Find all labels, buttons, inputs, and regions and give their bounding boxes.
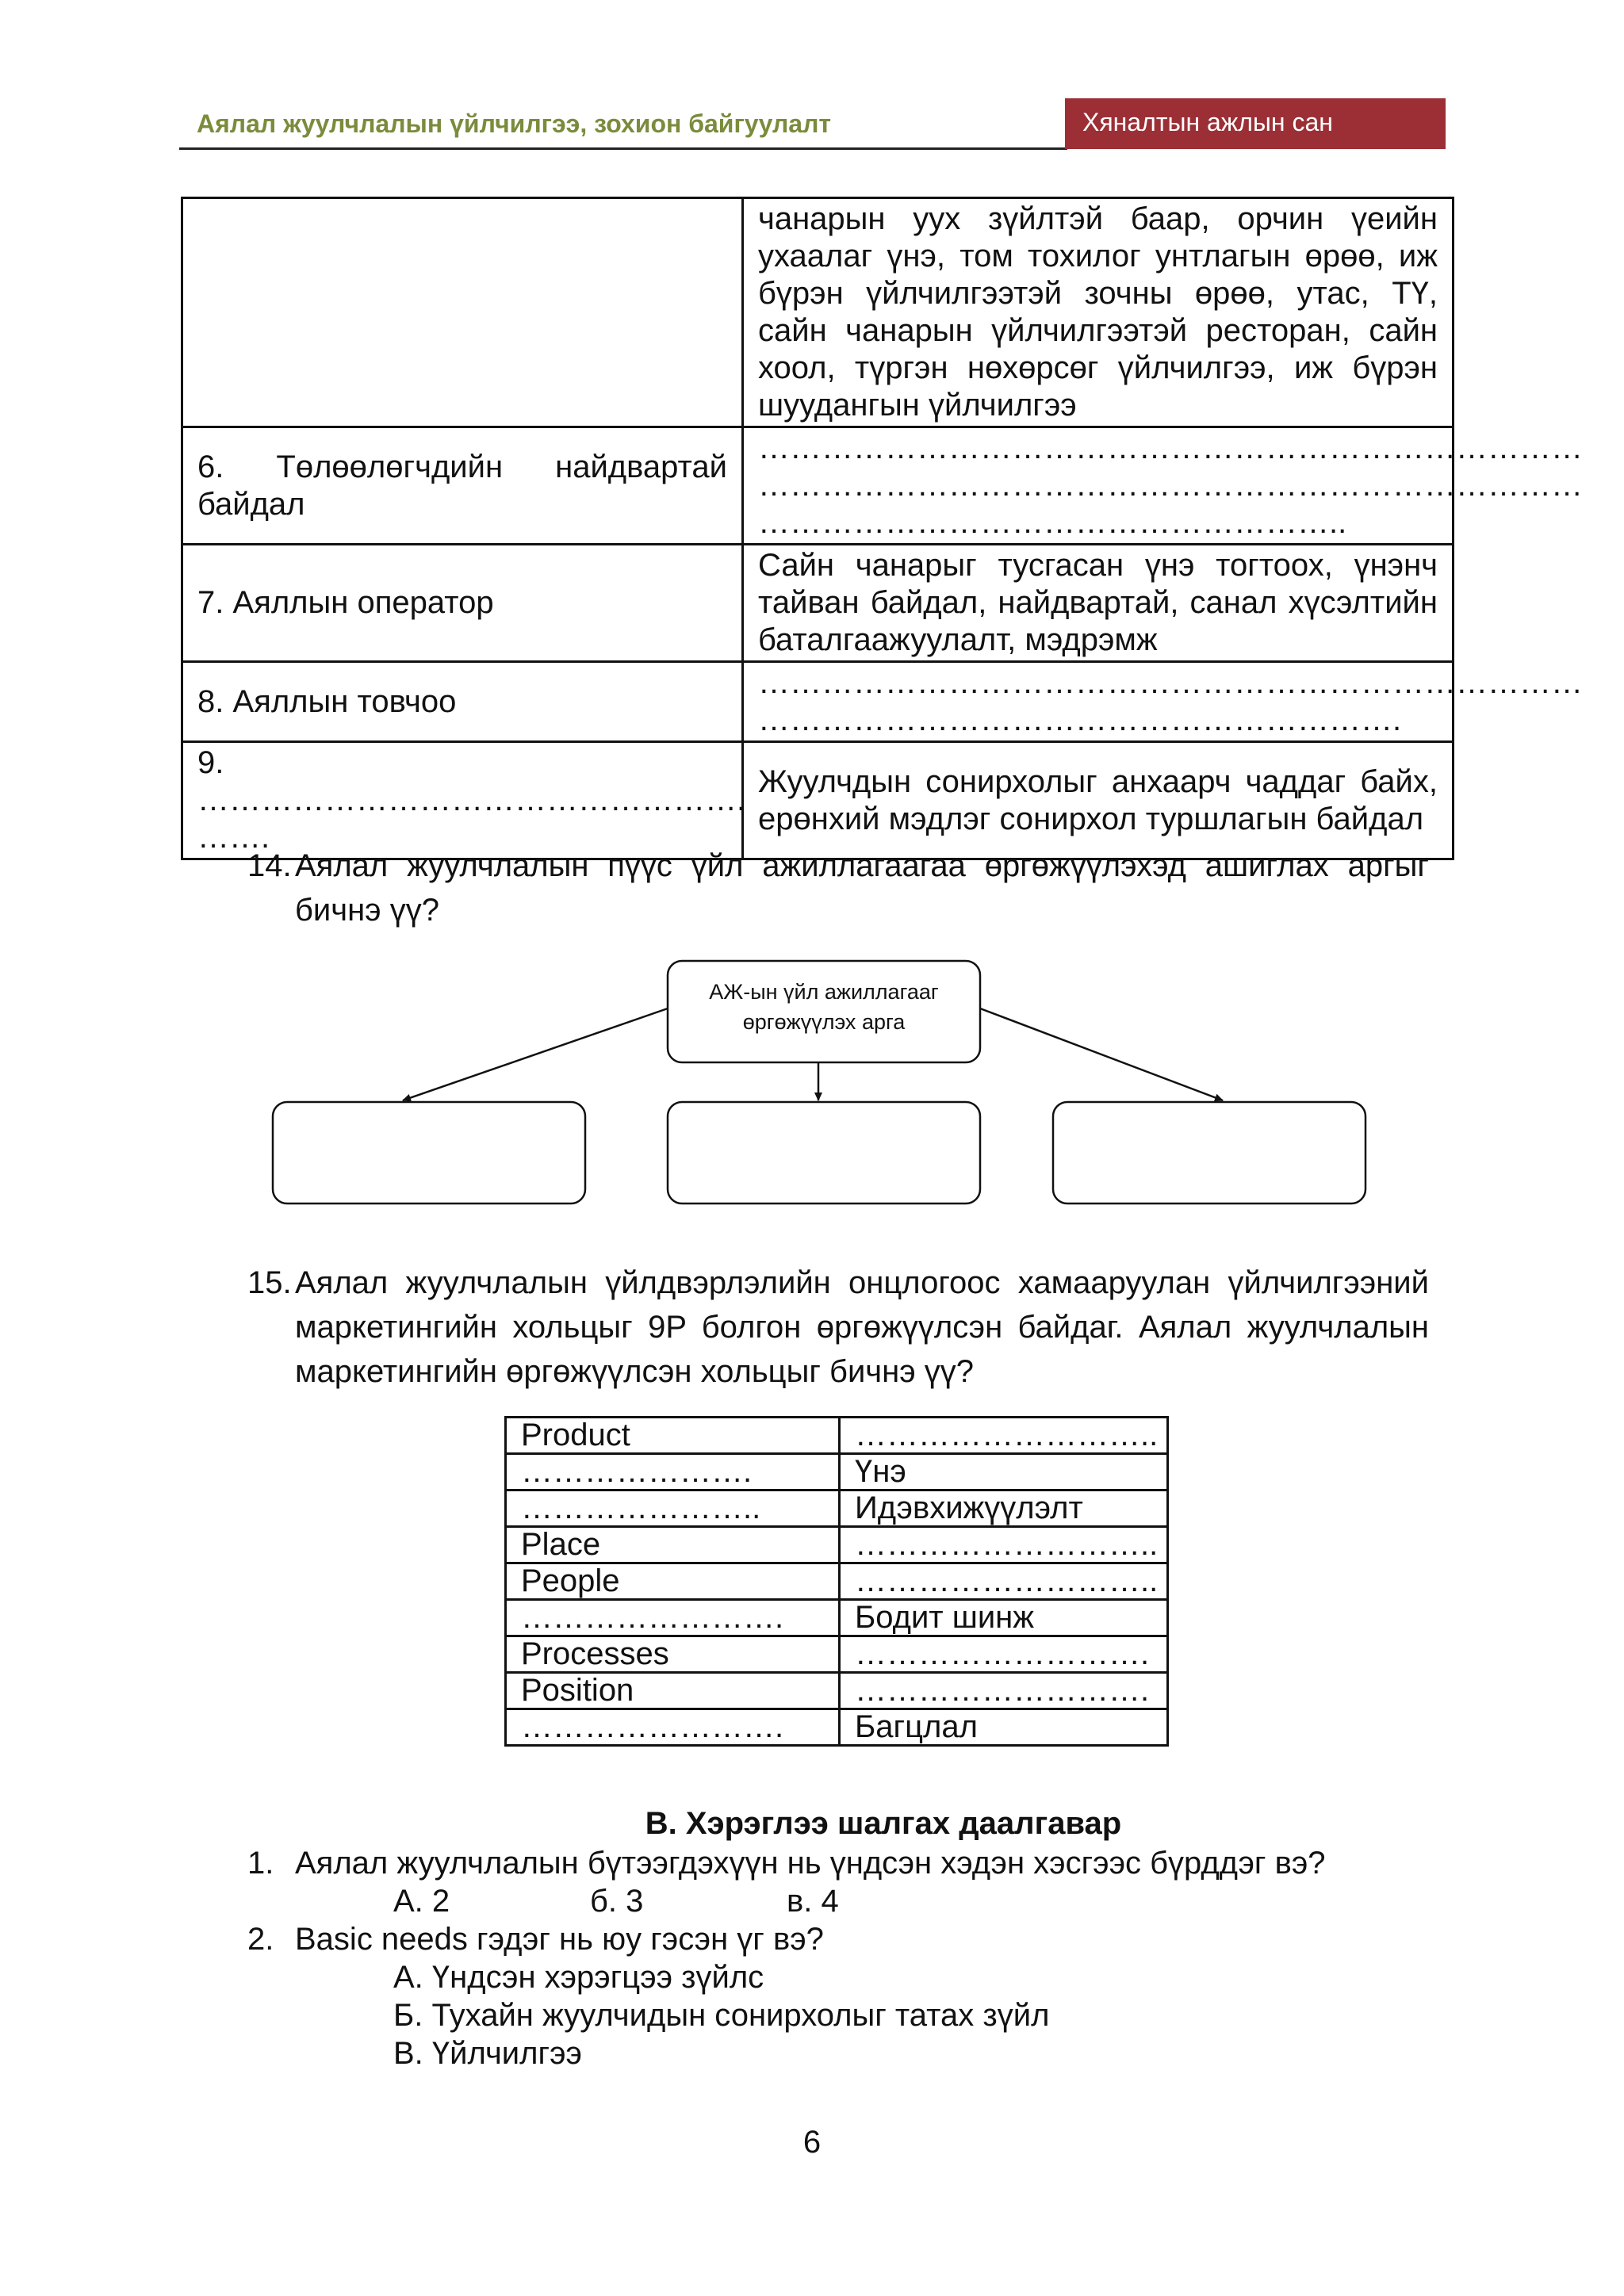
marketing-mix-table [504,1416,1169,1747]
header-badge: Хяналтын ажлын сан [1065,98,1446,149]
table-cell [743,427,1583,545]
question-number: 2. [247,1922,274,1957]
answer-box-left[interactable] [273,1102,585,1203]
table-row [182,198,1454,427]
section-b-title: В. Хэрэглээ шалгах даалгавар [645,1806,1122,1841]
table-row [182,742,1454,859]
arrow-left [403,1008,668,1100]
question-text: Аялал жуулчлалын үйлдвэрлэлийн онцлогоос хамааруулан үйлчилгээний маркетингийн хольцыг 9P болгон өргөжүүлсэн байдаг. Аялал жуулчлалын маркетингийн өргөжүүлсэн хольцыг бичнэ үү? [295,1265,1429,1389]
table-row [506,1600,1168,1636]
question-number: 15. [247,1265,292,1300]
blank-line: ……………………………………………………. [758,702,1402,737]
table-cell [182,742,746,859]
table-cell: 8. Аяллын товчоо [182,662,743,742]
question-number: 1. [247,1846,274,1881]
table-cell: Идэвхижүүлэлт [840,1490,1168,1527]
table-row [506,1673,1168,1709]
arrow-right [980,1008,1223,1100]
table-row [182,545,1454,662]
answer-option: Б. Тухайн жуулчидын сонирхолыг татах зүйл [393,1998,1050,2033]
table-cell: ……………………. [506,1709,840,1746]
answer-option: А. 2 [393,1884,450,1919]
table-cell: People [506,1563,840,1600]
table-cell: ……………………. [506,1600,840,1636]
center-box-label: өргөжүүлэх арга [742,1010,906,1034]
table-cell: ……………………….. [840,1527,1168,1563]
question-14 [247,844,1429,932]
table-cell: ………………………. [840,1673,1168,1709]
table-row [506,1454,1168,1490]
table-cell [182,198,743,427]
header-title: Аялал жуулчлалын үйлчилгээ, зохион байгуулалт [197,109,832,138]
table-cell: Processes [506,1636,840,1673]
table-cell: ……………………….. [840,1563,1168,1600]
blank-line: 9. ……………………………………………. [197,745,746,817]
table-cell: Багцлал [840,1709,1168,1746]
table-row [182,427,1454,545]
service-quality-table [181,197,1583,860]
expansion-methods-diagram [262,951,1388,1221]
table-cell: ……………………….. [840,1418,1168,1454]
table-row [506,1418,1168,1454]
table-cell [743,662,1583,742]
table-cell: Бодит шинж [840,1600,1168,1636]
blank-line: ……………………………………………….. [758,505,1347,540]
table-cell: Сайн чанарыг тусгасан үнэ тогтоох, үнэнч тайван байдал, найдвартай, санал хүсэлтийн баталгаажуулалт, мэдрэмж [743,545,1454,662]
table-cell: ………………….. [506,1490,840,1527]
table-cell: 6. Төлөөлөгчдийн найдвартай байдал [182,427,743,545]
question-text: Аялал жуулчлалын бүтээгдэхүүн нь үндсэн хэдэн хэсгээс бүрддэг вэ? [295,1846,1326,1881]
answer-option: в. 4 [787,1884,839,1919]
question-15 [247,1261,1429,1394]
table-row [506,1563,1168,1600]
table-cell: Position [506,1673,840,1709]
answer-option: В. Үйлчилгээ [393,2036,582,2071]
answer-box-middle[interactable] [668,1102,980,1203]
header-rule [179,147,1067,150]
table-cell: Үнэ [840,1454,1168,1490]
answer-option: А. Үндсэн хэрэгцээ зүйлс [393,1960,764,1995]
center-box-label: АЖ-ын үйл ажиллагааг [709,980,939,1004]
table-cell: Жуулчдын сонирхолыг анхаарч чаддаг байх, ерөнхий мэдлэг сонирхол туршлагын байдал [743,742,1454,859]
blank-line: …………………………………………………………………… [758,468,1583,503]
table-row [506,1636,1168,1673]
blank-line: ……. [197,820,270,855]
table-cell: Place [506,1527,840,1563]
table-row [506,1490,1168,1527]
table-cell: Product [506,1418,840,1454]
table-cell: …………………. [506,1454,840,1490]
table-cell: чанарын уух зүйлтэй баар, орчин үеийн ухаалаг үнэ, том тохилог унтлагын өрөө, иж бүрэн үйлчилгээтэй зочны өрөө, утас, ТҮ, сайн чанарын үйлчилгээтэй ресторан, сайн хоол, түргэн нөхөрсөг үйлчилгээ, иж бүрэн шуудангын үйлчилгээ [743,198,1454,427]
blank-line: …………………………………………………………………… [758,665,1583,700]
question-number: 14. [247,848,292,883]
table-cell: 7. Аяллын оператор [182,545,743,662]
question-text: Basic needs гэдэг нь юу гэсэн үг вэ? [295,1922,824,1957]
page-number: 6 [802,2125,822,2160]
answer-box-right[interactable] [1053,1102,1365,1203]
question-text: Аялал жуулчлалын пүүс үйл ажиллагаагаа өргөжүүлэхэд ашиглах аргыг бичнэ үү? [295,848,1429,928]
table-cell: ………………………. [840,1636,1168,1673]
blank-line: …………………………………………………………………… [758,430,1583,465]
table-row [182,662,1454,742]
table-row [506,1709,1168,1746]
table-row [506,1527,1168,1563]
answer-option: б. 3 [590,1884,644,1919]
